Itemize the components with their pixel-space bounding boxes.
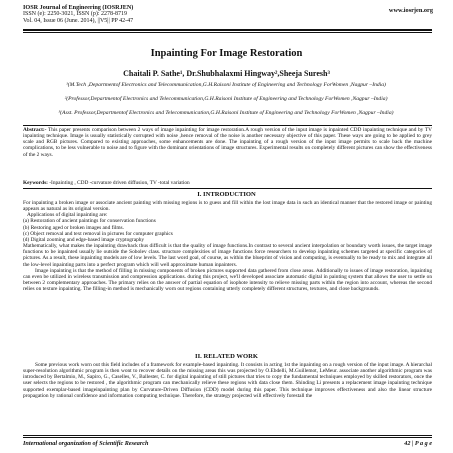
- journal-volume: Vol. 04, Issue 06 (June. 2014), ||V5|| PP 42-47: [23, 18, 134, 24]
- keywords-text: -Inpainting , CDD -curvature driven diffusion, TV -total variation: [47, 180, 190, 186]
- intro-paragraph-2: Mathematically, what makes the inpainting drawback thus difficult is that the quality of image functions.In contrast to several ancient interpolation or boundary worth issues, the target image functions to be inpainted usually lie outside the Sobolev class. structure complexities of image functions force researchers to develop inpainting schemes targeted at specific categories of pictures. As a result, these inpainting models are of low levels. The last word goal, of course, as within the blueprint of vision and computing, is eventually to be ready to mix and integrate all the low-level inpainting parts into a perfect program which will well approximate human inpainters.: [23, 243, 432, 268]
- section-heading-related-work: II. RELATED WORK: [195, 353, 258, 360]
- keywords-label: Keywords:: [23, 180, 48, 186]
- journal-issn: ISSN (e): 2250-3021, ISSN (p): 2278-8719: [23, 11, 127, 17]
- section-heading-introduction: I. INTRODUCTION: [197, 191, 256, 198]
- keywords: [23, 180, 432, 186]
- intro-list-item: (c) Object removal and text removal in pictures for computer graphics: [23, 230, 173, 237]
- journal-header: [23, 4, 433, 25]
- intro-paragraph-1: For inpainting a broken image or associate ancient painting with missing regions is to guess and fill within the lost image data in such an identical manner that the restored image or painting appears as natural as its original version.: [23, 200, 432, 213]
- journal-name: IOSR Journal of Engineering (IOSRJEN): [23, 4, 134, 11]
- related-paragraph-1: Some previous work worn out this field includes of a framework for example-based inpainting. It consists in acting 1st the inpainting on a rough version of the input image. A hierarchal super-resolution algorithmic program is then wont to recover details on the missing areas this was projected by O.Ebdelli, M.Guillemot, LeMeur. associate another algorithmic program was introduced by Bertalmio, M., Sapiro, G., Caselles, V., Ballester, C. for digital inpainting of still pictures that tries to copy the fundamental techniques employed by skilled restorators, once the user selects the regions to be restored , the algorithmic program can mechanically relieve these regions with data close them. Shinding Li presents a replacement image inpainting technique supported exemplar-based imageinpainting plan by Curvature-Driven Diffusion (CDD) model during this paper. This technique improves effectiveness and also the linear structure propagation by rational confidence and information computing technique. Therefore, the strategy projected will effectively forestall the: [23, 362, 432, 399]
- header-rule: [23, 29, 432, 31]
- affiliation-2: ²(Professor,Departmentof Electronics and Telecommunication,G.H.Raisoni Institute of Engineering and Technology ForWomen ,Nagpur –India): [64, 96, 388, 102]
- introduction-body: [23, 200, 432, 292]
- abstract-top-rule: [23, 125, 432, 126]
- intro-list-item: Applications of digital inpainting are:: [27, 212, 108, 219]
- related-work-body: [23, 362, 432, 399]
- abstract-label: Abstract:-: [23, 127, 47, 133]
- footer-rule-thin: [23, 437, 432, 438]
- keywords-bottom-rule: [23, 188, 432, 189]
- footer-page-number: 42 | P a g e: [404, 440, 432, 447]
- affiliation-1: ¹(M.Tech ,Departmentof Electronics and Telecommunication,G.H.Raisoni Institute of Engineering and Technology ForWomen ,Nagpur –India): [66, 82, 386, 88]
- affiliation-3: ³(Asst. Professor,Departmentof Electronics and Telecommunication,G.H.Raisoni Institute of Engineering and Technology ForWomen ,Nagpur –India): [58, 110, 394, 116]
- footer-rule: [23, 435, 432, 436]
- intro-list-item: (a) Restoration of ancient paintings for conservation functions: [23, 218, 156, 225]
- intro-list-item: (b) Restoring aged or broken images and films.: [23, 224, 124, 231]
- header-rule-thin: [23, 32, 432, 33]
- intro-paragraph-3: Image inpainting is that the method of filling in missing components of broken pictures supported data gathered from close areas. Additionally to issues of image restoration, inpainting can even be utilized in wireless transmission and compression applications. during this project, we'll developed associate automatic digital in painting system that allows the user to settle on between 2 complementary approaches. The primary relies on the answer of partial equation of isophote intensity to relieve missing parts within the region into account, whereas the second relies on texture inpainting. The filling-in method is mechanically worn out regions containing utterly completely different structures, textures, and close backgrounds.: [23, 267, 432, 293]
- paper-authors: Chaitali P. Sathe¹, Dr.Shubhalaxmi Hingway²,Sheeja Suresh³: [123, 69, 330, 78]
- abstract: [23, 127, 432, 158]
- intro-list-item: (d) Digital zooming and edge-based image cryptography: [23, 236, 145, 243]
- abstract-text: This paper presents comparison between 2 ways of image inpainting for image restoration.A rough version of the input image is inpainted CDD inpainting technique and by TV inpainting technique. Image is usually statistically corrupted with noise ,hence removal of the noise is another necessary objective of this paper. These ways are going to be applied to grey scale and RGB pictures. Compared to existing approaches, some enhancements are done. The inpainting of a rough version of the input image permits to scale back the machine complications, to be less vulnerable to noise and to figure with the dominant orientations of image structures. Experimental results on completely different pictures can show the effectiveness of the 2 ways.: [23, 127, 432, 158]
- journal-website[interactable]: www.iosrjen.org: [388, 7, 433, 14]
- paper-title: Inpainting For Image Restoration: [150, 48, 303, 59]
- footer-organization: International organization of Scientific Research: [23, 440, 149, 447]
